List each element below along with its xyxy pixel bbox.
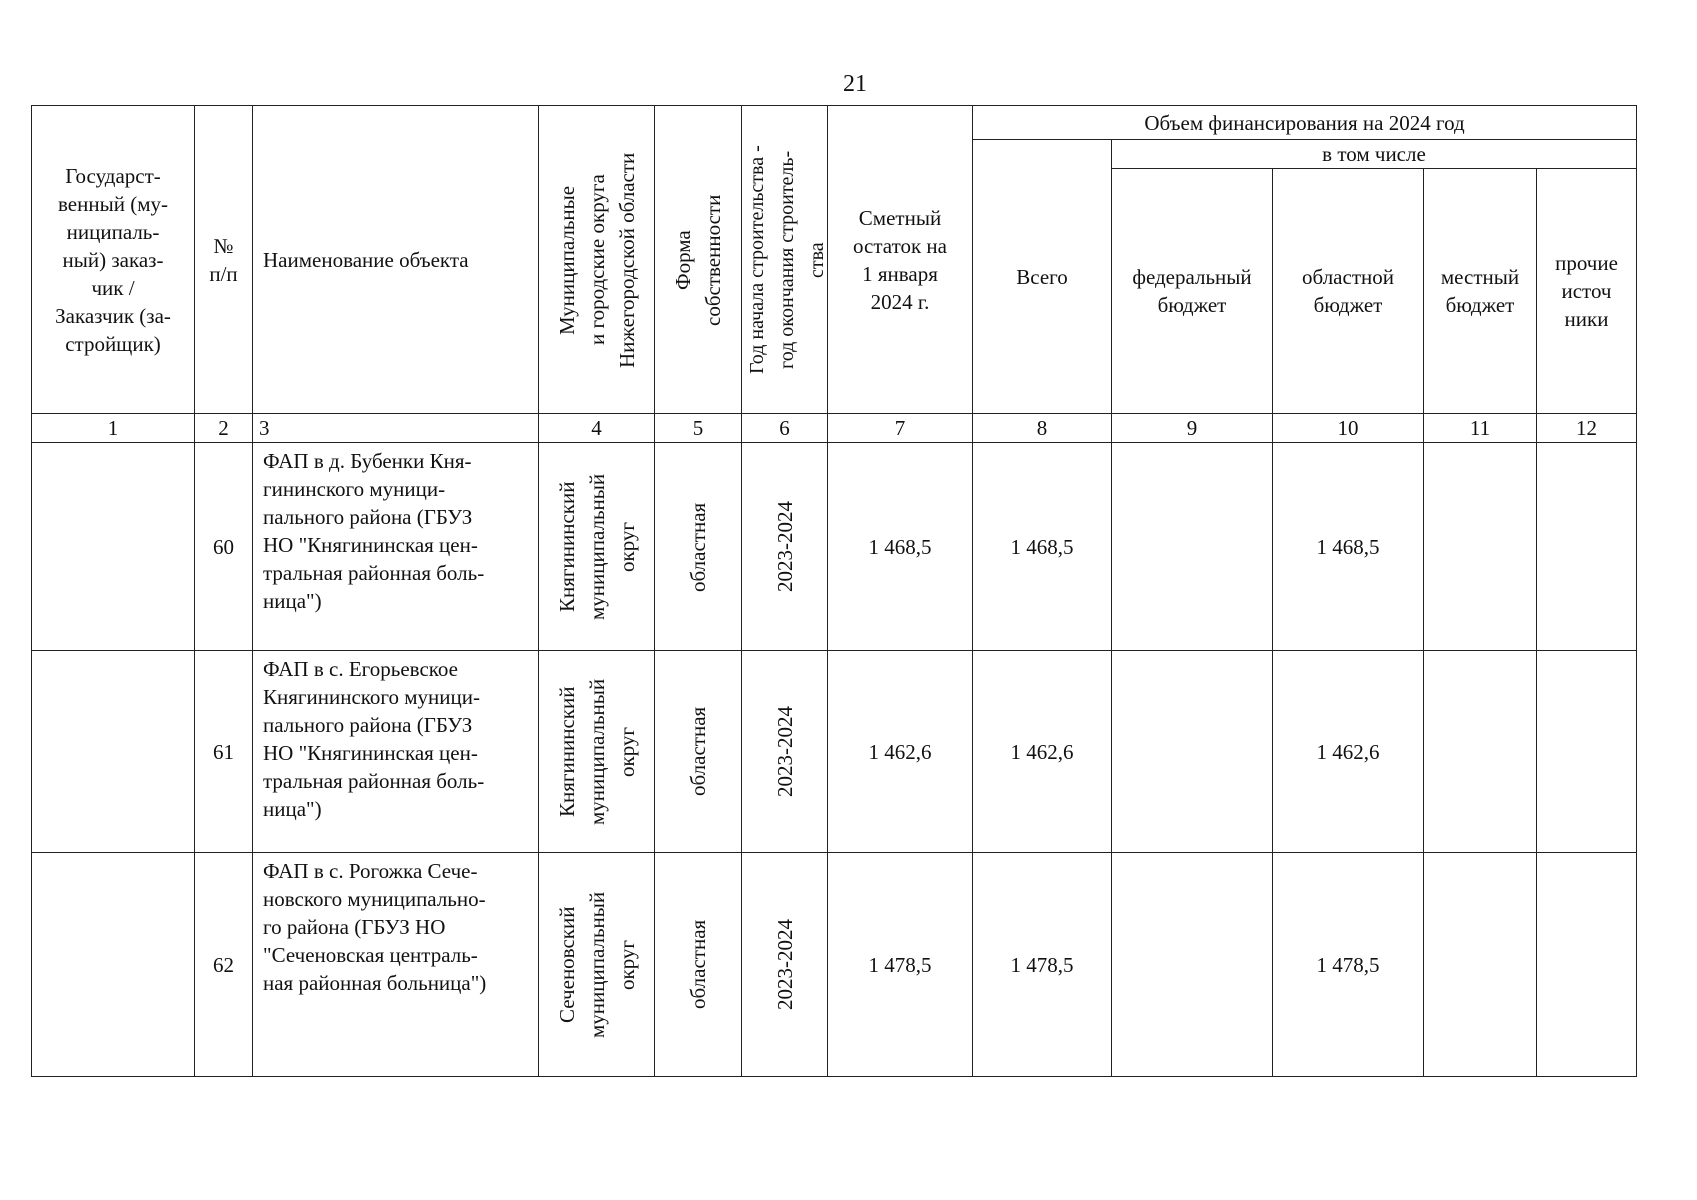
header-total: Всего xyxy=(973,140,1112,414)
table-row xyxy=(32,853,1637,1077)
other-cell xyxy=(1537,443,1637,651)
ownership-cell: областная xyxy=(655,853,742,1077)
row-number: 60 xyxy=(195,443,253,651)
years-cell: 2023-2024 xyxy=(742,443,828,651)
estimate-cell: 1 478,5 xyxy=(828,853,973,1077)
header-object-name: Наименование объекта xyxy=(253,106,539,414)
header-num: № п/п xyxy=(195,106,253,414)
customer-cell xyxy=(32,651,195,853)
customer-cell xyxy=(32,853,195,1077)
other-cell xyxy=(1537,651,1637,853)
column-number: 7 xyxy=(828,414,973,443)
federal-cell xyxy=(1112,443,1273,651)
column-number: 12 xyxy=(1537,414,1637,443)
local-cell xyxy=(1424,853,1537,1077)
estimate-cell: 1 462,6 xyxy=(828,651,973,853)
investment-table xyxy=(31,105,1637,1077)
column-number: 6 xyxy=(742,414,828,443)
object-name: ФАП в д. Бубенки Кня- гининского муници- пального района (ГБУЗ НО "Княгининская цен- тральная районная боль- ница") xyxy=(253,443,539,651)
customer-cell xyxy=(32,443,195,651)
header-federal: федеральный бюджет xyxy=(1112,169,1273,414)
column-number: 2 xyxy=(195,414,253,443)
row-number: 61 xyxy=(195,651,253,853)
column-number: 8 xyxy=(973,414,1112,443)
row-number: 62 xyxy=(195,853,253,1077)
header-local: местный бюджет xyxy=(1424,169,1537,414)
total-cell: 1 462,6 xyxy=(973,651,1112,853)
district-cell: Княгининский муниципальный округ xyxy=(539,651,655,853)
header-estimate: Сметный остаток на 1 января 2024 г. xyxy=(828,106,973,414)
column-number: 4 xyxy=(539,414,655,443)
district-cell: Княгининский муниципальный округ xyxy=(539,443,655,651)
column-number: 11 xyxy=(1424,414,1537,443)
header-funding: Объем финансирования на 2024 год xyxy=(973,106,1637,140)
column-number-row xyxy=(32,414,1637,443)
table-row xyxy=(32,443,1637,651)
table-row xyxy=(32,651,1637,853)
column-number: 1 xyxy=(32,414,195,443)
header-districts: Муниципальные и городские округа Нижегородской области xyxy=(539,106,655,414)
federal-cell xyxy=(1112,651,1273,853)
column-number: 5 xyxy=(655,414,742,443)
object-name: ФАП в с. Рогожка Сече- новского муниципально- го района (ГБУЗ НО "Сеченовская централь- ная районная больница") xyxy=(253,853,539,1077)
column-number: 9 xyxy=(1112,414,1273,443)
header-customer: Государст- венный (му- ниципаль- ный) заказ- чик / Заказчик (за- стройщик) xyxy=(32,106,195,414)
regional-cell: 1 462,6 xyxy=(1273,651,1424,853)
total-cell: 1 468,5 xyxy=(973,443,1112,651)
local-cell xyxy=(1424,443,1537,651)
ownership-cell: областная xyxy=(655,443,742,651)
regional-cell: 1 478,5 xyxy=(1273,853,1424,1077)
other-cell xyxy=(1537,853,1637,1077)
total-cell: 1 478,5 xyxy=(973,853,1112,1077)
federal-cell xyxy=(1112,853,1273,1077)
header-years: Год начала строительства - год окончания строитель- ства xyxy=(742,106,828,414)
header-other: прочие источ ники xyxy=(1537,169,1637,414)
years-cell: 2023-2024 xyxy=(742,651,828,853)
object-name: ФАП в с. Егорьевское Княгининского муници- пального района (ГБУЗ НО "Княгининская цен- тральная районная боль- ница") xyxy=(253,651,539,853)
header-including: в том числе xyxy=(1112,140,1637,169)
page-number: 21 xyxy=(843,71,867,97)
ownership-cell: областная xyxy=(655,651,742,853)
local-cell xyxy=(1424,651,1537,853)
column-number: 3 xyxy=(253,414,539,443)
header-regional: областной бюджет xyxy=(1273,169,1424,414)
regional-cell: 1 468,5 xyxy=(1273,443,1424,651)
header-ownership: Форма собственности xyxy=(655,106,742,414)
column-number: 10 xyxy=(1273,414,1424,443)
district-cell: Сеченовский муниципальный округ xyxy=(539,853,655,1077)
years-cell: 2023-2024 xyxy=(742,853,828,1077)
estimate-cell: 1 468,5 xyxy=(828,443,973,651)
